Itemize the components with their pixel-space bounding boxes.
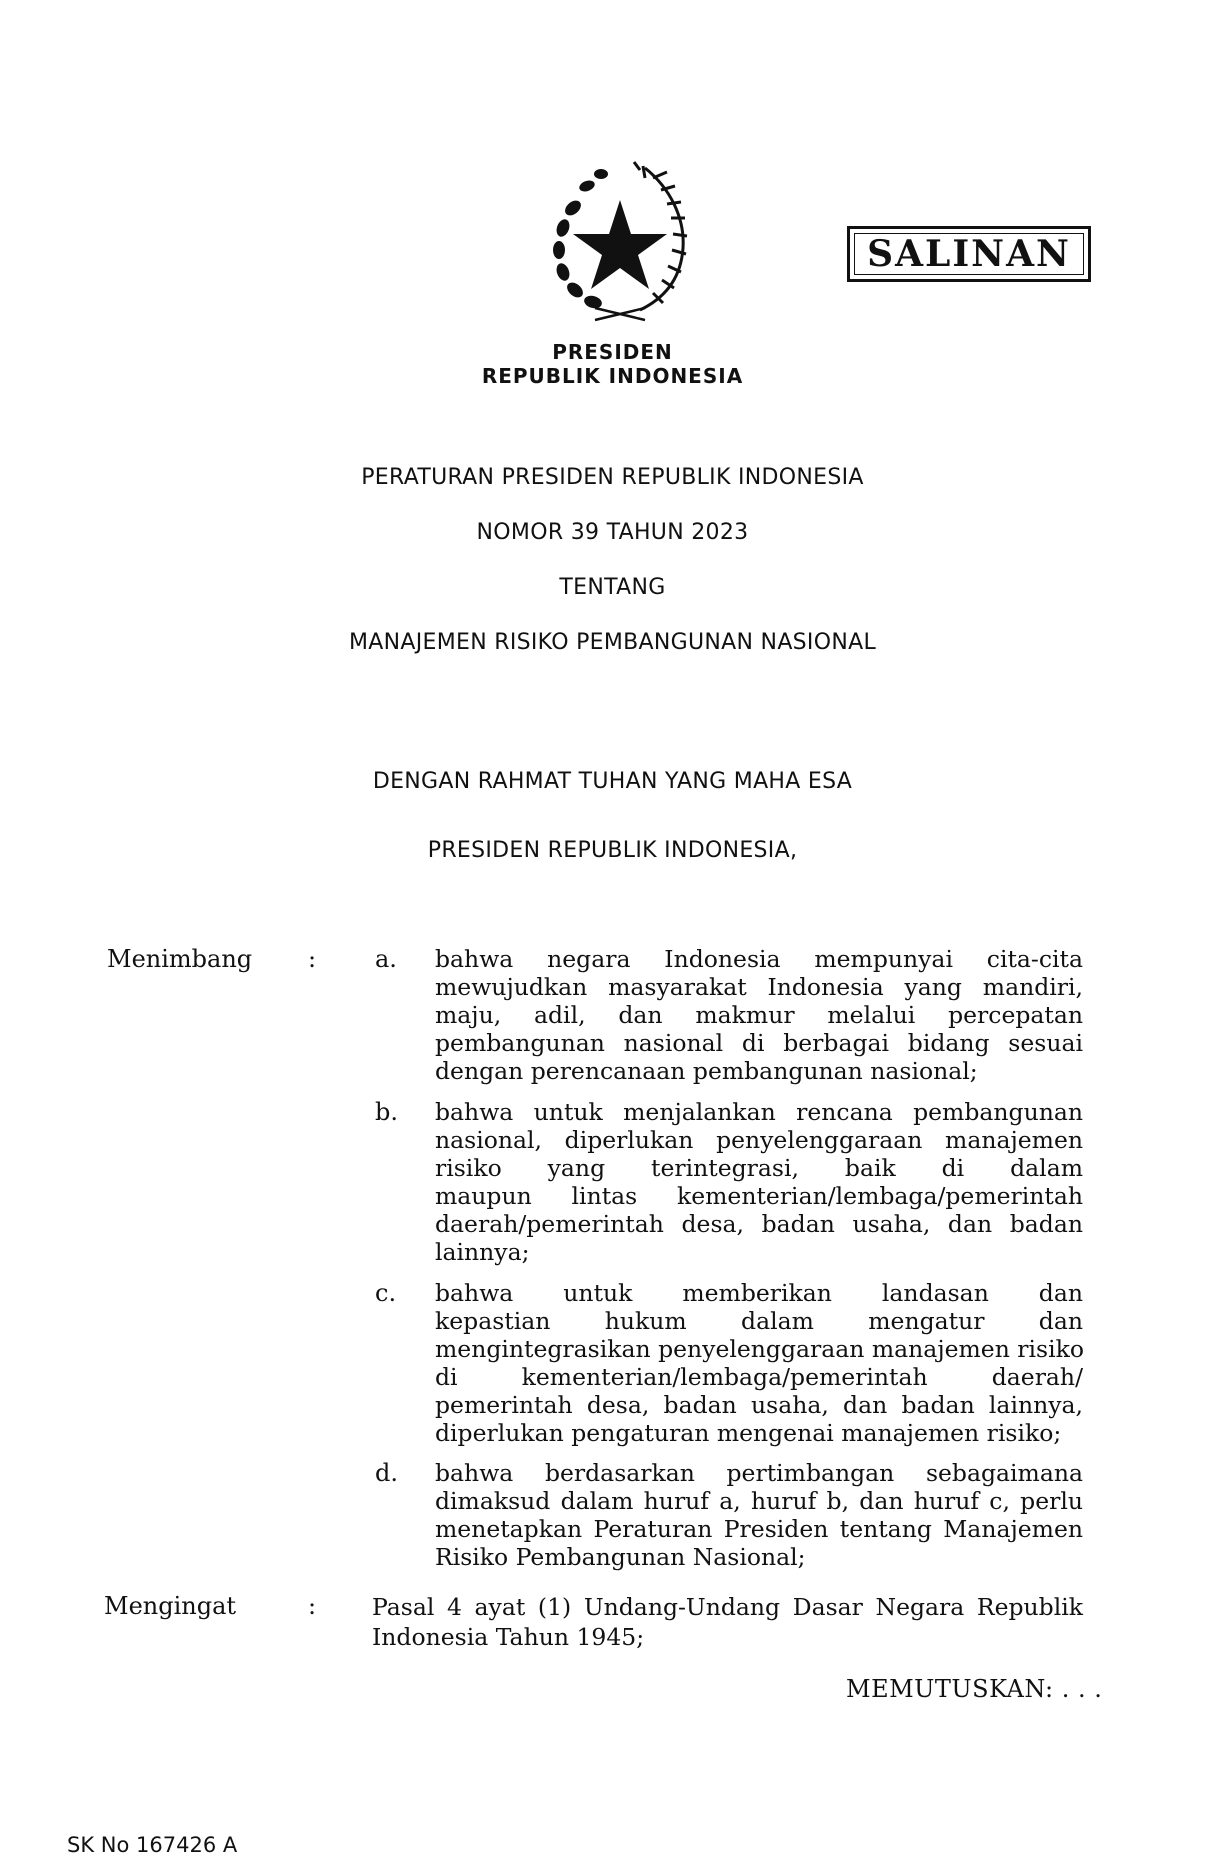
regulation-title: PERATURAN PRESIDEN REPUBLIK INDONESIA	[361, 465, 864, 490]
text-line: mewujudkan masyarakat Indonesia yang mandiri,	[435, 973, 1083, 1001]
text-line: bahwa untuk memberikan landasan dan	[435, 1279, 1083, 1307]
text-line: bahwa berdasarkan pertimbangan sebagaimana	[435, 1459, 1083, 1487]
regulation-subject: MANAJEMEN RISIKO PEMBANGUNAN NASIONAL	[348, 630, 876, 655]
text-line: risiko yang terintegrasi, baik di dalam	[435, 1154, 1083, 1182]
text-line: dengan perencanaan pembangunan nasional;	[435, 1057, 978, 1085]
text-line: dimaksud dalam huruf a, huruf b, dan huruf c, perlu	[435, 1487, 1083, 1515]
regulation-about: TENTANG	[559, 575, 666, 600]
menimbang-item-c	[435, 1279, 1083, 1447]
text-line: lainnya;	[435, 1238, 530, 1266]
text-line: daerah/pemerintah desa, badan usaha, dan badan	[435, 1210, 1083, 1238]
issuer-line-1: PRESIDEN	[552, 340, 673, 364]
mengingat-colon: :	[308, 1592, 317, 1620]
text-line: pembangunan nasional di berbagai bidang sesuai	[435, 1029, 1083, 1057]
menimbang-label: Menimbang	[107, 945, 253, 973]
text-line: bahwa untuk menjalankan rencana pembangunan	[435, 1098, 1083, 1126]
salinan-stamp	[847, 226, 1091, 282]
text-line: maupun lintas kementerian/lembaga/pemerintah	[435, 1182, 1083, 1210]
text-line: Indonesia Tahun 1945;	[372, 1623, 645, 1651]
text-line: bahwa negara Indonesia mempunyai cita-cita	[435, 945, 1083, 973]
sk-number: SK No 167426 A	[67, 1833, 238, 1857]
menimbang-item-d	[435, 1459, 1083, 1571]
text-line: kepastian hukum dalam mengatur dan	[435, 1307, 1083, 1335]
presidential-emblem-icon	[545, 148, 695, 328]
text-line: mengintegrasikan penyelenggaraan manajemen risiko	[435, 1335, 1085, 1363]
preamble-invocation: DENGAN RAHMAT TUHAN YANG MAHA ESA	[372, 769, 853, 794]
text-line: diperlukan pengaturan mengenai manajemen risiko;	[435, 1419, 1062, 1447]
text-line: pemerintah desa, badan usaha, dan badan lainnya,	[435, 1391, 1083, 1419]
text-line: di kementerian/lembaga/pemerintah daerah/	[435, 1363, 1083, 1391]
menimbang-colon: :	[308, 945, 317, 973]
menimbang-item-a	[435, 945, 1083, 1085]
text-line: Pasal 4 ayat (1) Undang-Undang Dasar Negara Republik	[372, 1593, 1083, 1621]
continuation-marker: MEMUTUSKAN: . . .	[846, 1675, 1103, 1703]
mengingat-label: Mengingat	[104, 1592, 237, 1620]
menimbang-item-b	[435, 1098, 1083, 1266]
text-line: Risiko Pembangunan Nasional;	[435, 1543, 806, 1571]
text-line: nasional, diperlukan penyelenggaraan manajemen	[435, 1126, 1083, 1154]
menimbang-item-d-letter: d.	[375, 1459, 398, 1487]
issuer-line-2: REPUBLIK INDONESIA	[481, 364, 744, 388]
menimbang-item-b-letter: b.	[375, 1098, 398, 1126]
regulation-number: NOMOR 39 TAHUN 2023	[476, 520, 749, 545]
preamble-president: PRESIDEN REPUBLIK INDONESIA,	[427, 838, 798, 863]
text-line: maju, adil, dan makmur melalui percepatan	[435, 1001, 1083, 1029]
menimbang-item-c-letter: c.	[375, 1279, 397, 1307]
menimbang-item-a-letter: a.	[375, 945, 397, 973]
text-line: menetapkan Peraturan Presiden tentang Manajemen	[435, 1515, 1083, 1543]
mengingat-text	[372, 1592, 1083, 1652]
salinan-label: SALINAN	[867, 233, 1071, 275]
